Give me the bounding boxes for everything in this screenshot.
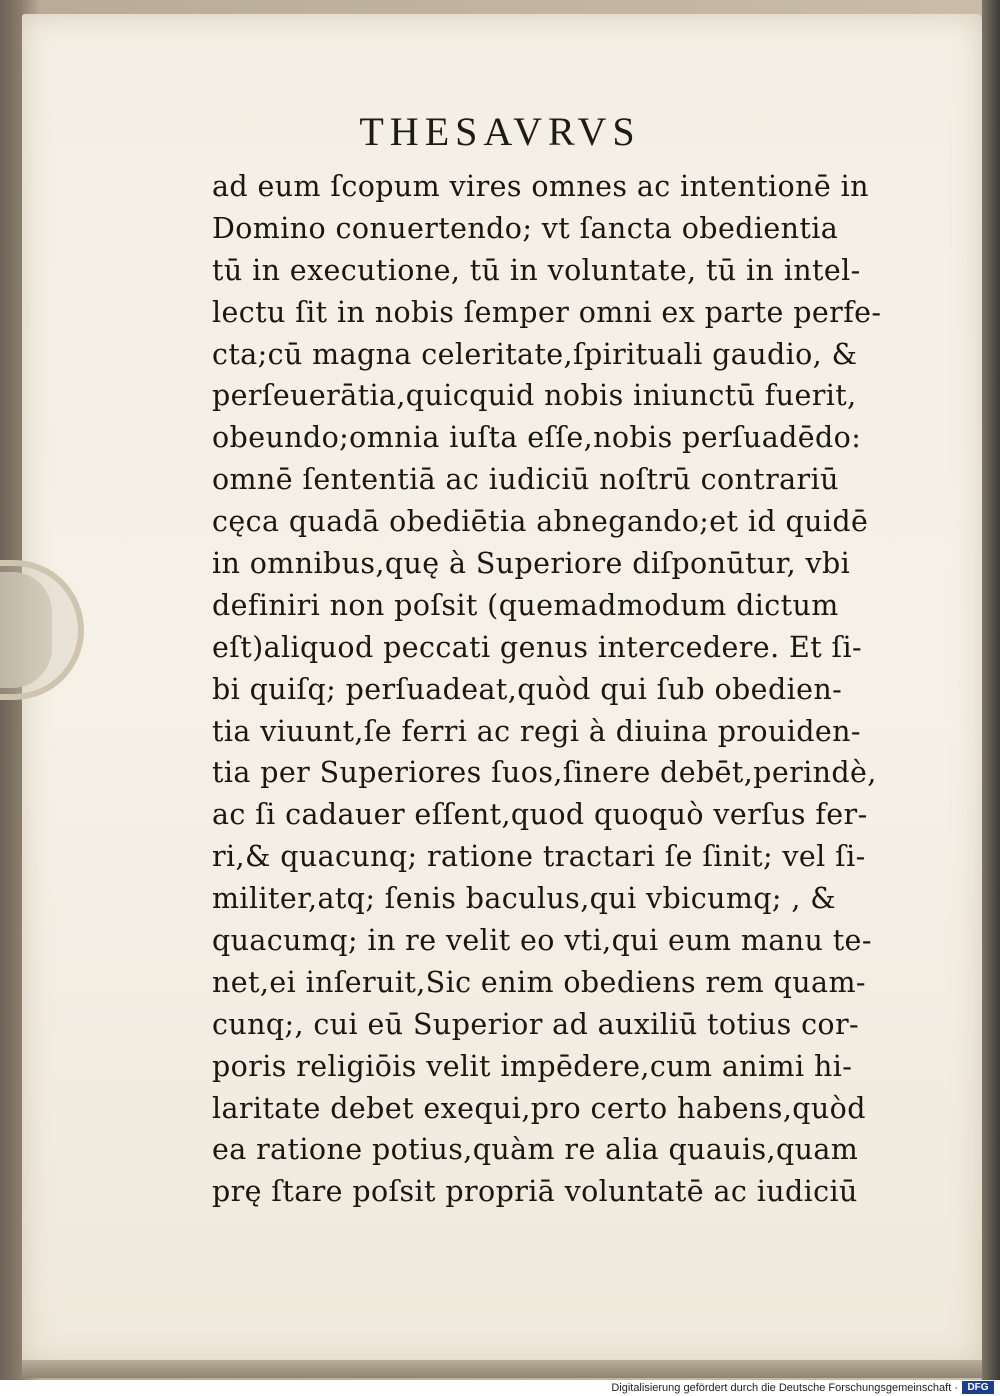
text-line: eſt)aliquod peccati genus intercedere. Et ſi-: [212, 630, 862, 664]
dfg-logo: DFG: [962, 1381, 994, 1394]
text-line: omnē ſententiā ac iudiciū noſtrū contrariū: [212, 463, 839, 497]
text-line: ad eum ſcopum vires omnes ac intentionē in: [212, 170, 869, 203]
text-line: cta;cū magna celeritate,ſpirituali gaudio, &: [212, 337, 858, 371]
body-text: [212, 166, 942, 1213]
text-line: tia viuunt,ſe ferri ac regi à diuina prouiden-: [212, 714, 861, 748]
text-line: ri,& quacunq; ratione tractari ſe ſinit; vel ſi-: [212, 840, 866, 874]
text-line: Domino conuertendo; vt ſancta obedientia: [212, 211, 839, 245]
binding-board: [982, 0, 1000, 1380]
text-line: prę ſtare poſsit propriā voluntatē ac iudiciū: [212, 1175, 858, 1209]
text-line: quacumq; in re velit eo vti,qui eum manu te-: [212, 924, 872, 958]
text-line: in omnibus,quę à Superiore diſponūtur, vbi: [212, 547, 851, 581]
text-line: ac ſi cadauer eſſent,quod quoquò verſus fer-: [212, 798, 868, 832]
text-line: lectu ſit in nobis ſemper omni ex parte perfe-: [212, 295, 882, 329]
text-line: militer,atq; ſenis baculus,qui vbicumq; , &: [212, 882, 837, 916]
text-line: net,ei inſeruit,Sic enim obediens rem quam-: [212, 965, 866, 999]
text-line: ea ratione potius,quàm re alia quauis,quam: [212, 1133, 859, 1167]
footer-credit: Digitalisierung gefördert durch die Deutsche Forschungsgemeinschaft ·: [611, 1382, 958, 1394]
text-line: perſeuerātia,quicquid nobis iniunctū fuerit,: [212, 379, 857, 413]
page-edge: [22, 1360, 982, 1378]
text-line: bi quiſq; perſuadeat,quòd qui ſub obedien-: [212, 672, 843, 706]
text-line: laritate debet exequi,pro certo habens,quòd: [212, 1091, 866, 1125]
text-line: obeundo;omnia iuſta eſſe,nobis perſuadēdo:: [212, 421, 862, 455]
text-line: tia per Superiores ſuos,ſinere debēt,perindè,: [212, 756, 877, 790]
running-head: THESAVRVS: [359, 109, 641, 154]
text-line: cęca quadā obediētia abnegando;et id quidē: [212, 505, 869, 539]
text-line: cunq;, cui eū Superior ad auxiliū totius cor-: [212, 1007, 860, 1041]
text-line: definiri non poſsit (quemadmodum dictum: [212, 588, 839, 622]
text-line: tū in executione, tū in voluntate, tū in intel-: [212, 253, 861, 287]
text-line: poris religiōis velit impēdere,cum animi hi-: [212, 1049, 853, 1083]
